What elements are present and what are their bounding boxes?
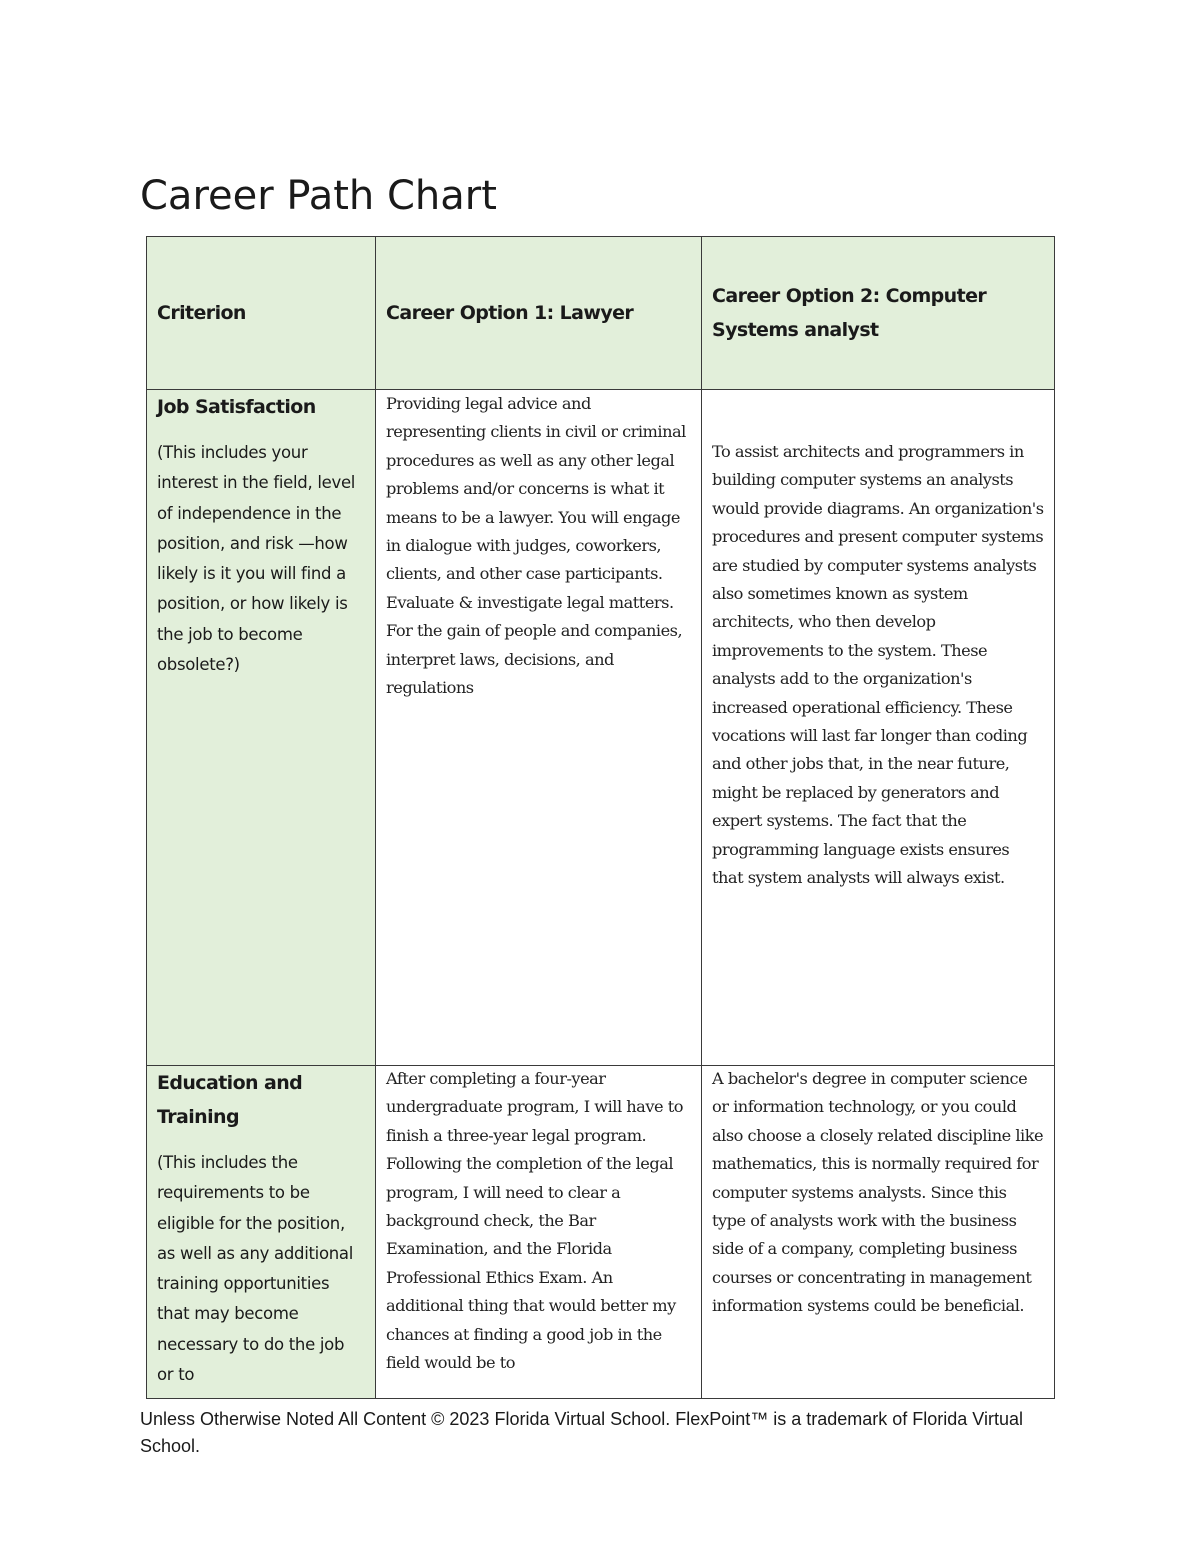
- criterion-title: Job Satisfaction: [157, 396, 316, 418]
- option-1-text: Providing legal advice and representing clients in civil or criminal procedures as well as any other legal problems and/or concerns is what it means to be a lawyer. You will engage in dialogue with judges, coworkers, clients, and other case participants. Evaluate & investigate legal matters. For the gain of people and companies, interpret laws, decisions, and regulations: [386, 394, 686, 698]
- option-1-text: After completing a four-year undergraduate program, I will have to finish a three-year legal program. Following the completion of the legal program, I will need to clear a background check, the Bar Examination, and the Florida Professional Ethics Exam. An additional thing that would better my chances at finding a good job in the field would be to: [386, 1069, 683, 1373]
- criterion-cell: [147, 1066, 376, 1399]
- option-2-cell: [702, 1066, 1055, 1399]
- option-1-cell: [376, 390, 702, 1066]
- criterion-title: Education and Training: [157, 1072, 303, 1128]
- header-criterion: Criterion: [147, 237, 376, 390]
- option-1-cell: [376, 1066, 702, 1399]
- option-2-cell: [702, 390, 1055, 1066]
- header-option-1: Career Option 1: Lawyer: [376, 237, 702, 390]
- career-path-table: [146, 236, 1055, 1399]
- option-2-text: A bachelor's degree in computer science or information technology, or you could also choose a closely related discipline like mathematics, this is normally required for computer systems analysts. Since this type of analysts work with the business side of a company, completing business courses or concentrating in management information systems could be beneficial.: [712, 1069, 1044, 1316]
- copyright-footer: Unless Otherwise Noted All Content © 2023 Florida Virtual School. FlexPoint™ is a trademark of Florida Virtual School.: [140, 1409, 1024, 1456]
- header-option-2: Career Option 2: Computer Systems analyst: [702, 237, 1055, 390]
- table-row: [147, 1066, 1055, 1399]
- criterion-cell: [147, 390, 376, 1066]
- option-2-text: To assist architects and programmers in building computer systems an analysts would provide diagrams. An organization's procedures and present computer systems are studied by computer systems analysts also sometimes known as system architects, who then develop improvements to the system. These analysts add to the organization's increased operational efficiency. These vocations will last far longer than coding and other jobs that, in the near future, might be replaced by generators and expert systems. The fact that the programming language exists ensures that system analysts will always exist.: [712, 442, 1044, 888]
- criterion-note: (This includes your interest in the field, level of independence in the position, and risk —how likely is it you will find a position, or how likely is the job to become obsolete?): [157, 443, 356, 675]
- page-title: Career Path Chart: [140, 173, 497, 219]
- criterion-note: (This includes the requirements to be eligible for the position, as well as any additional training opportunities that may become necessary to do the job or to: [157, 1153, 353, 1385]
- table-row: [147, 390, 1055, 1066]
- table-header-row: [147, 237, 1055, 390]
